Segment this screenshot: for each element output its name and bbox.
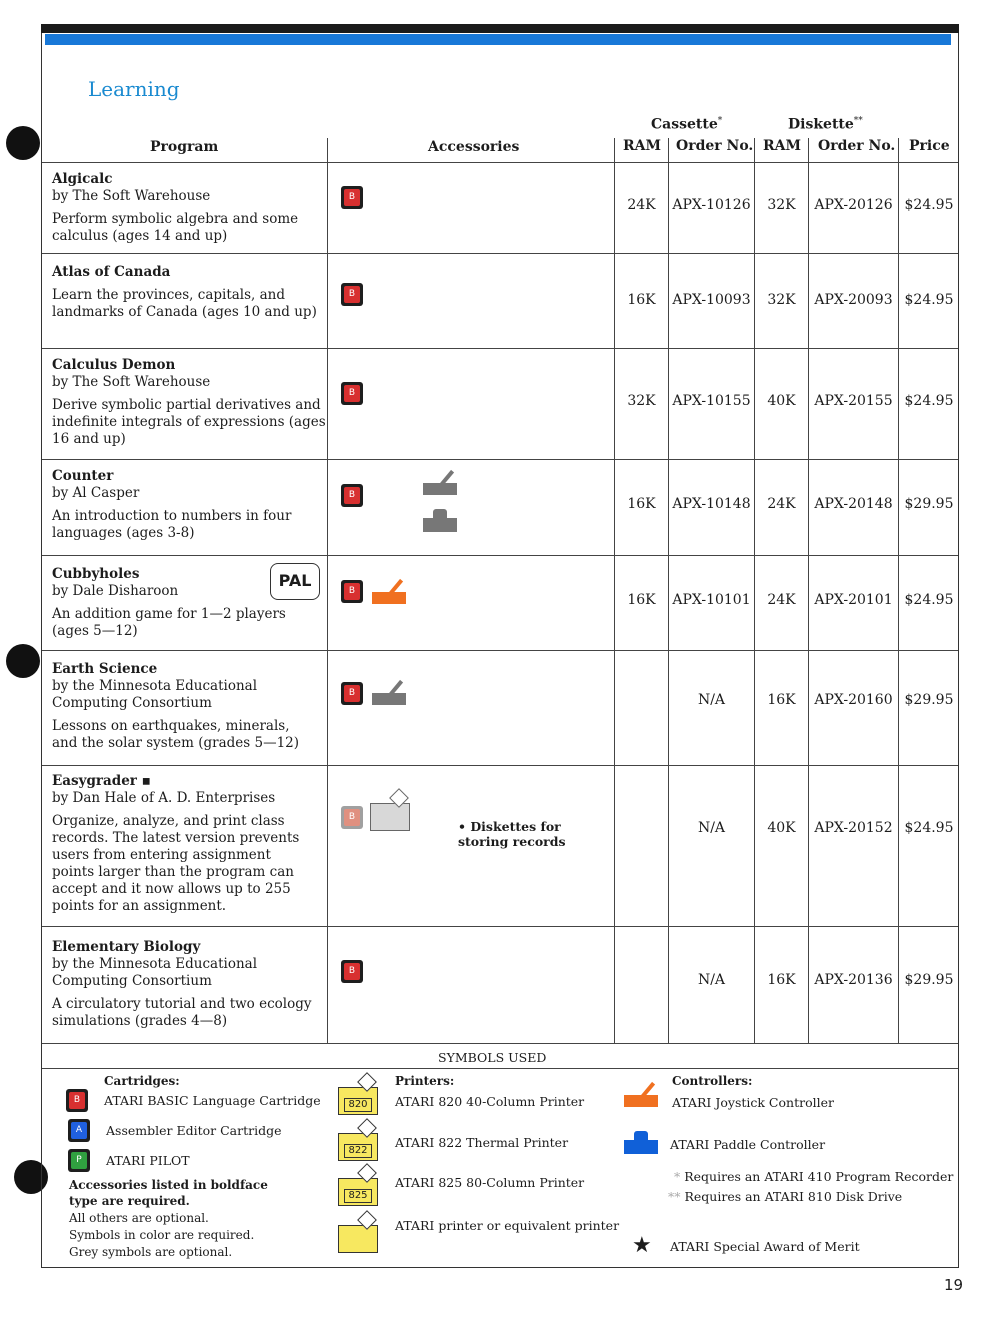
assembler-cartridge-icon: A <box>68 1119 90 1142</box>
diskette-ram: 40K <box>767 393 796 409</box>
col-divider <box>898 138 899 1043</box>
diskette-order-no: APX-20152 <box>814 820 893 836</box>
legend-810-requirement: ** Requires an ATARI 810 Disk Drive <box>668 1189 903 1204</box>
price: $24.95 <box>904 820 954 836</box>
cartridges-heading: Cartridges: <box>104 1074 180 1088</box>
program-name: Atlas of Canada <box>52 264 171 280</box>
col-divider <box>614 138 615 1043</box>
program-description: A circulatory tutorial and two ecology simulations (grades 4—8) <box>52 996 312 1029</box>
accessories-header: Accessories <box>428 139 520 155</box>
diskette-ram: 32K <box>767 197 796 213</box>
pal-badge: PAL <box>270 563 320 600</box>
legend-paddle: ATARI Paddle Controller <box>670 1137 826 1152</box>
diskette-order-no: APX-20093 <box>814 292 893 308</box>
cassette-order-no: APX-10155 <box>672 393 751 409</box>
printer-icon <box>370 791 414 831</box>
cassette-order-no: N/A <box>697 972 726 988</box>
joystick-icon <box>423 471 457 495</box>
program-cell <box>52 357 327 448</box>
diskette-ram-header: RAM <box>763 138 801 154</box>
table-bottom-rule <box>42 1043 958 1044</box>
cassette-ram-header: RAM <box>623 138 661 154</box>
basic-cartridge-icon: B <box>341 580 363 603</box>
basic-cartridge-icon: B <box>341 960 363 983</box>
controllers-heading: Controllers: <box>672 1074 753 1088</box>
basic-cartridge-icon: B <box>341 484 363 507</box>
legend-printer-generic: ATARI printer or equivalent printer <box>395 1218 620 1233</box>
printers-heading: Printers: <box>395 1074 455 1088</box>
diskette-ram: 16K <box>767 972 796 988</box>
legend-basic: ATARI BASIC Language Cartridge <box>104 1093 321 1108</box>
cassette-ram: 32K <box>627 393 656 409</box>
diskette-ram: 24K <box>767 592 796 608</box>
top-rule <box>41 24 959 33</box>
price: $24.95 <box>904 197 954 213</box>
cassette-ram: 16K <box>627 496 656 512</box>
diskette-order-no: APX-20136 <box>814 972 893 988</box>
section-title: Learning <box>88 77 180 101</box>
paddle-icon <box>624 1130 658 1154</box>
price: $24.95 <box>904 592 954 608</box>
program-author: by The Soft Warehouse <box>52 374 211 390</box>
price: $24.95 <box>904 292 954 308</box>
diskette-ram: 16K <box>767 692 796 708</box>
legend-award: ATARI Special Award of Merit <box>670 1239 860 1254</box>
basic-cartridge-icon: B <box>341 186 363 209</box>
col-divider <box>668 138 669 1043</box>
program-author: by the Minnesota Educational Computing Consortium <box>52 678 258 711</box>
program-author: by The Soft Warehouse <box>52 188 211 204</box>
row-rule <box>42 765 958 766</box>
program-description: Learn the provinces, capitals, and landmarks of Canada (ages 10 and up) <box>52 287 317 320</box>
program-author: by Dan Hale of A. D. Enterprises <box>52 790 276 806</box>
basic-cartridge-icon: B <box>341 382 363 405</box>
page-number: 19 <box>944 1276 964 1294</box>
section-bar <box>45 34 951 45</box>
legend-pilot: ATARI PILOT <box>106 1153 190 1168</box>
program-description: Organize, analyze, and print class records. The latest version prevents users from entering assignment points larger than the program can accept and it now allows up to 255 points for an assignment. <box>52 813 300 914</box>
star-icon: ★ <box>632 1233 652 1258</box>
program-description: Perform symbolic algebra and some calculus (ages 14 and up) <box>52 211 299 244</box>
row-rule <box>42 555 958 556</box>
diskette-order-no: APX-20148 <box>814 496 893 512</box>
row-rule <box>42 650 958 651</box>
legend-printer-825: ATARI 825 80-Column Printer <box>395 1175 585 1190</box>
legend-printer-820: ATARI 820 40-Column Printer <box>395 1094 585 1109</box>
pilot-cartridge-icon: P <box>68 1149 90 1172</box>
basic-cartridge-icon: B <box>66 1089 88 1112</box>
cassette-order-no: N/A <box>697 692 726 708</box>
cassette-ram: 16K <box>627 592 656 608</box>
row-rule <box>42 926 958 927</box>
diskette-header: Diskette** <box>788 116 863 133</box>
accessory-note: • Diskettes for storing records <box>458 819 566 849</box>
diskette-order-no: APX-20160 <box>814 692 893 708</box>
program-cell <box>52 661 327 752</box>
cassette-order-no: APX-10101 <box>672 592 751 608</box>
joystick-icon <box>624 1083 658 1107</box>
cassette-order-no: N/A <box>697 820 726 836</box>
program-name: Algicalc <box>52 171 113 187</box>
legend-410-requirement: * Requires an ATARI 410 Program Recorder <box>674 1169 954 1184</box>
printer-822-icon: 822 <box>338 1121 382 1161</box>
diskette-order-no: APX-20126 <box>814 197 893 213</box>
diskette-ram: 32K <box>767 292 796 308</box>
cassette-header: Cassette* <box>651 116 723 133</box>
program-name: Easygrader ▪ <box>52 773 151 789</box>
col-divider <box>327 138 328 1043</box>
program-name: Elementary Biology <box>52 939 201 955</box>
program-name: Counter <box>52 468 114 484</box>
binder-hole <box>6 126 40 160</box>
row-rule <box>42 253 958 254</box>
col-divider <box>808 138 809 1043</box>
symbols-title-rule <box>42 1068 958 1069</box>
program-author: by Al Casper <box>52 485 140 501</box>
basic-cartridge-icon: B <box>341 283 363 306</box>
program-name: Earth Science <box>52 661 158 677</box>
printer-825-icon: 825 <box>338 1166 382 1206</box>
printer-generic-icon <box>338 1213 382 1253</box>
cassette-order-no: APX-10148 <box>672 496 751 512</box>
paddle-icon <box>423 508 457 532</box>
cassette-order-header: Order No. <box>676 138 754 154</box>
row-rule <box>42 348 958 349</box>
legend-printer-822: ATARI 822 Thermal Printer <box>395 1135 569 1150</box>
cassette-ram: 24K <box>627 197 656 213</box>
legend-assembler: Assembler Editor Cartridge <box>106 1123 282 1138</box>
program-cell <box>52 171 327 245</box>
program-name: Cubbyholes <box>52 566 140 582</box>
program-description: Lessons on earthquakes, minerals, and the solar system (grades 5—12) <box>52 718 300 751</box>
program-cell <box>52 939 327 1030</box>
basic-cartridge-icon: B <box>341 806 363 829</box>
optional-note: All others are optional. <box>69 1211 209 1225</box>
program-cell <box>52 264 327 321</box>
legend-joystick: ATARI Joystick Controller <box>672 1095 834 1110</box>
program-description: Derive symbolic partial derivatives and indefinite integrals of expressions (ages 16 and up) <box>52 397 326 447</box>
price: $29.95 <box>904 692 954 708</box>
cassette-order-no: APX-10126 <box>672 197 751 213</box>
program-name: Calculus Demon <box>52 357 176 373</box>
joystick-icon <box>372 580 406 604</box>
program-cell <box>52 468 327 542</box>
diskette-ram: 24K <box>767 496 796 512</box>
diskette-order-header: Order No. <box>818 138 896 154</box>
diskette-order-no: APX-20101 <box>814 592 893 608</box>
symbols-title: SYMBOLS USED <box>438 1050 547 1065</box>
program-author: by Dale Disharoon <box>52 583 179 599</box>
program-cell <box>52 773 327 915</box>
diskette-ram: 40K <box>767 820 796 836</box>
program-author: by the Minnesota Educational Computing Consortium <box>52 956 258 989</box>
diskette-order-no: APX-20155 <box>814 393 893 409</box>
program-description: An introduction to numbers in four languages (ages 3-8) <box>52 508 292 541</box>
printer-820-icon: 820 <box>338 1075 382 1115</box>
row-rule <box>42 459 958 460</box>
binder-hole <box>6 644 40 678</box>
price: $24.95 <box>904 393 954 409</box>
price: $29.95 <box>904 972 954 988</box>
color-note: Symbols in color are required. <box>69 1228 255 1242</box>
price-header: Price <box>909 138 950 154</box>
basic-cartridge-icon: B <box>341 682 363 705</box>
program-description: An addition game for 1—2 players (ages 5—12) <box>52 606 286 639</box>
col-divider <box>754 138 755 1043</box>
program-header: Program <box>150 139 219 155</box>
header-rule <box>42 162 958 163</box>
joystick-icon <box>372 681 406 705</box>
grey-note: Grey symbols are optional. <box>69 1245 233 1259</box>
price: $29.95 <box>904 496 954 512</box>
bold-note: Accessories listed in boldface type are required. <box>69 1178 268 1208</box>
cassette-ram: 16K <box>627 292 656 308</box>
cassette-order-no: APX-10093 <box>672 292 751 308</box>
